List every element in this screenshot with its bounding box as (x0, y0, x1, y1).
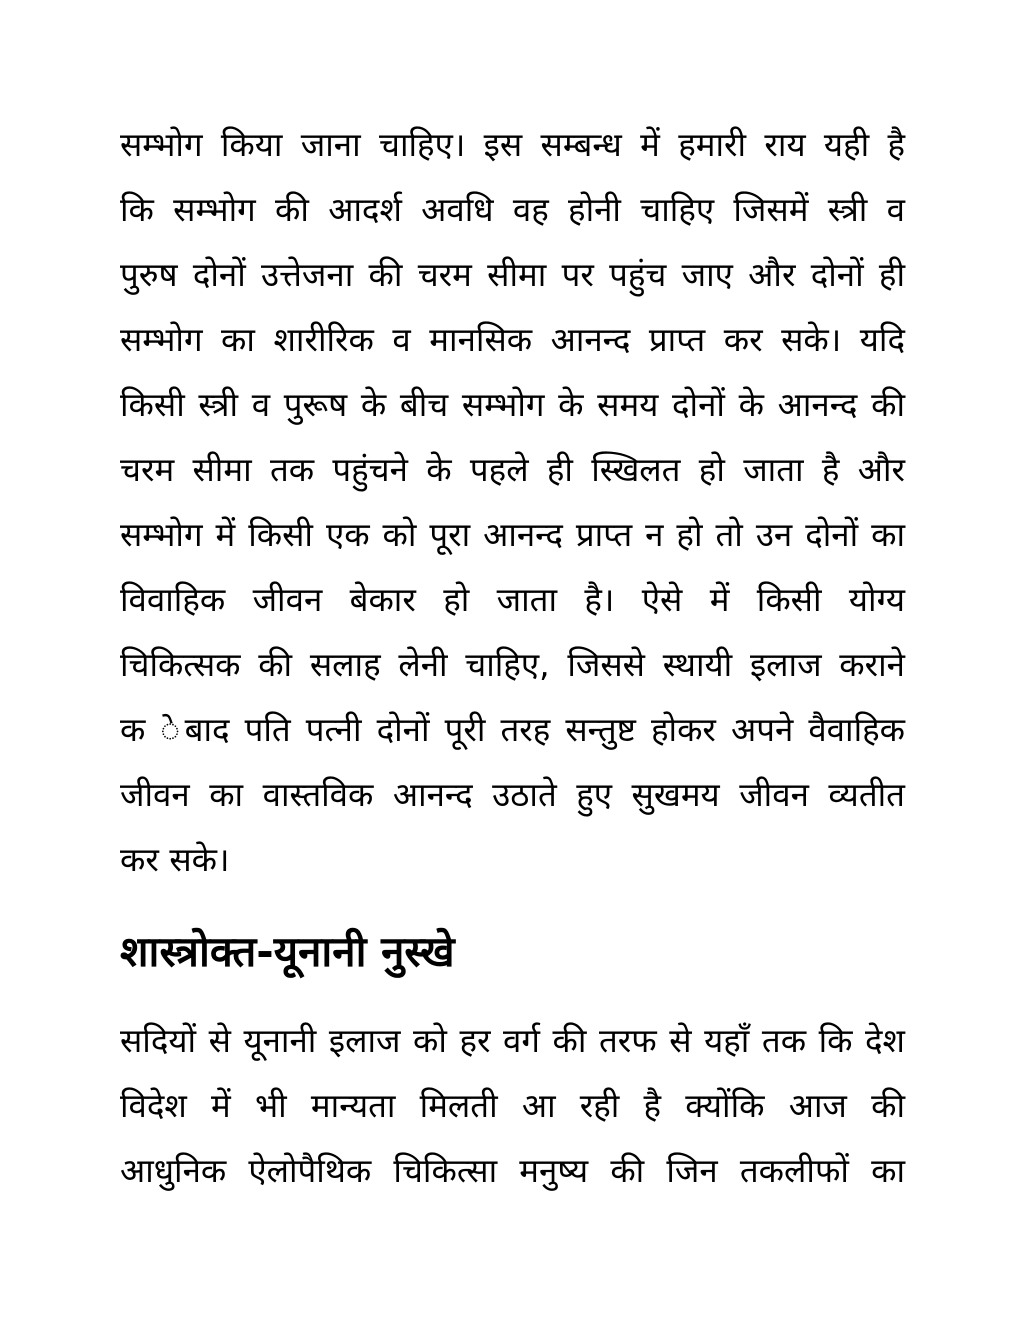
text-line: किसी स्त्री व पुरूष के बीच सम्भोग के समय दोनों के आनन्द की (120, 385, 905, 424)
text-line: क ◌ेबाद पति पत्नी दोनों पूरी तरह सन्तुष्ट होकर अपने वैवाहिक (120, 710, 905, 749)
text-line: विवाहिक जीवन बेकार हो जाता है। ऐसे में किसी योग्य (120, 580, 905, 619)
text-line: पुरुष दोनों उत्तेजना की चरम सीमा पर पहुंच जाए और दोनों ही (120, 255, 905, 294)
text-line: कर सके। (120, 840, 230, 879)
text-line: सम्भोग का शारीरिक व मानसिक आनन्द प्राप्त कर सके। यदि (120, 320, 905, 359)
text-line: चरम सीमा तक पहुंचने के पहले ही स्खिलत हो जाता है और (120, 450, 905, 489)
text-line: सम्भोग में किसी एक को पूरा आनन्द प्राप्त न हो तो उन दोनों का (120, 515, 905, 554)
text-line: चिकित्सक की सलाह लेनी चाहिए, जिससे स्थायी इलाज कराने (120, 645, 905, 684)
text-line: सम्भोग किया जाना चाहिए। इस सम्बन्ध में हमारी राय यही है (120, 125, 905, 164)
section-heading: शास्त्रोक्त-यूनानी नुस्खे (120, 927, 455, 976)
text-line: विदेश में भी मान्यता मिलती आ रही है क्योंकि आज की (120, 1086, 905, 1125)
paragraph-block-2 (120, 1008, 905, 1203)
text-line: सदियों से यूनानी इलाज को हर वर्ग की तरफ से यहाँ तक कि देश (120, 1021, 905, 1060)
text-line: कि सम्भोग की आदर्श अवधि वह होनी चाहिए जिसमें स्त्री व (120, 190, 905, 229)
text-line: जीवन का वास्तविक आनन्द उठाते हुए सुखमय जीवन व्यतीत (120, 775, 905, 814)
text-line: आधुनिक ऐलोपैथिक चिकित्सा मनुष्य की जिन तकलीफों का (120, 1151, 905, 1190)
paragraph-block-1 (120, 112, 905, 892)
